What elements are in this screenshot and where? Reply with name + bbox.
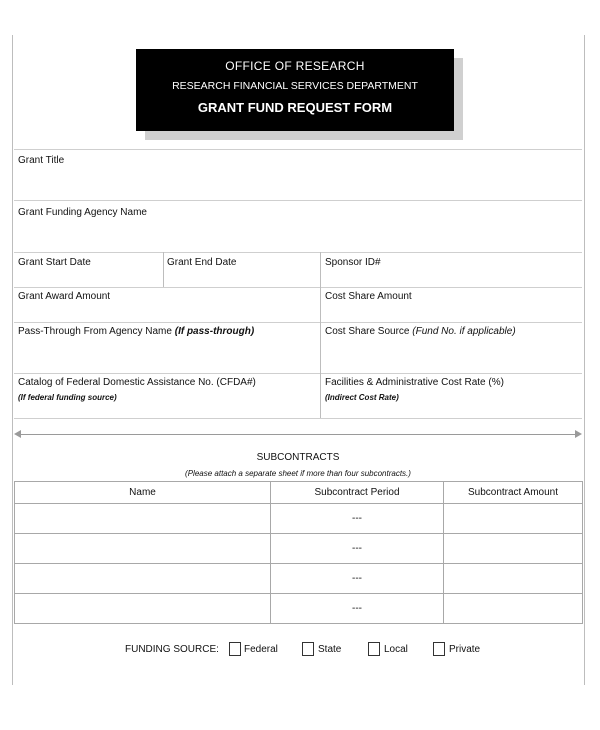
divider-arrow-left-icon [14, 430, 21, 438]
table-header-row [15, 482, 583, 504]
subcontract-name-cell[interactable] [15, 564, 271, 594]
rule [14, 418, 582, 419]
federal-option-label: Federal [244, 644, 278, 655]
local-checkbox[interactable] [368, 642, 380, 656]
state-option-label: State [318, 644, 342, 655]
sponsor-id-label: Sponsor ID# [325, 257, 381, 268]
rule [14, 373, 582, 374]
local-option-label: Local [384, 644, 408, 655]
left-page-border [12, 35, 13, 685]
rule [14, 252, 582, 253]
subcontract-period-cell[interactable]: --- [271, 564, 444, 594]
subcontracts-note: (Please attach a separate sheet if more than four subcontracts.) [185, 469, 411, 478]
cfda-hint: (If federal funding source) [18, 393, 117, 402]
form-title: GRANT FUND REQUEST FORM [197, 100, 393, 115]
column-header-name: Name [15, 482, 271, 504]
column-header-period: Subcontract Period [271, 482, 444, 504]
cost-share-amount-label: Cost Share Amount [325, 291, 412, 302]
rule [14, 322, 582, 323]
pass-through-label [18, 326, 254, 337]
table-row [15, 594, 583, 624]
subcontract-name-cell[interactable] [15, 534, 271, 564]
table-row [15, 564, 583, 594]
private-option-label: Private [449, 644, 481, 655]
column-divider [163, 252, 164, 287]
rule [14, 287, 582, 288]
office-title: OFFICE OF RESEARCH [225, 59, 365, 73]
pass-through-hint: (If pass-through) [174, 326, 255, 337]
pass-through-text: Pass-Through From Agency Name [18, 326, 172, 337]
funding-source-label: FUNDING SOURCE: [125, 644, 219, 655]
subcontract-name-cell[interactable] [15, 594, 271, 624]
cost-share-source-label [325, 326, 516, 337]
subcontract-period-cell[interactable]: --- [271, 504, 444, 534]
start-date-label: Grant Start Date [18, 257, 91, 268]
form-header [136, 49, 454, 131]
funding-agency-label: Grant Funding Agency Name [18, 207, 147, 218]
column-header-amount: Subcontract Amount [444, 482, 583, 504]
rule [14, 200, 582, 201]
subcontract-amount-cell[interactable] [444, 564, 583, 594]
divider-arrow-right-icon [575, 430, 582, 438]
subcontract-period-cell[interactable]: --- [271, 534, 444, 564]
table-row [15, 534, 583, 564]
cost-share-source-text: Cost Share Source [325, 326, 410, 337]
subcontracts-table [14, 481, 583, 624]
right-page-border [584, 35, 585, 685]
subcontract-amount-cell[interactable] [444, 534, 583, 564]
award-amount-label: Grant Award Amount [18, 291, 111, 302]
subcontracts-title: SUBCONTRACTS [256, 452, 340, 463]
rule [14, 149, 582, 150]
cost-share-source-hint: (Fund No. if applicable) [412, 326, 516, 337]
fa-rate-label: Facilities & Administrative Cost Rate (%) [325, 377, 504, 388]
table-row [15, 504, 583, 534]
department-title: RESEARCH FINANCIAL SERVICES DEPARTMENT [172, 80, 418, 92]
subcontract-amount-cell[interactable] [444, 504, 583, 534]
subcontract-period-cell[interactable]: --- [271, 594, 444, 624]
private-checkbox[interactable] [433, 642, 445, 656]
cfda-label: Catalog of Federal Domestic Assistance No. (CFDA#) [18, 377, 256, 388]
state-checkbox[interactable] [302, 642, 314, 656]
federal-checkbox[interactable] [229, 642, 241, 656]
subcontract-name-cell[interactable] [15, 504, 271, 534]
grant-title-label: Grant Title [18, 155, 65, 166]
section-divider [18, 434, 578, 435]
end-date-label: Grant End Date [167, 257, 237, 268]
subcontract-amount-cell[interactable] [444, 594, 583, 624]
column-divider [320, 252, 321, 418]
fa-rate-hint: (Indirect Cost Rate) [325, 393, 399, 402]
